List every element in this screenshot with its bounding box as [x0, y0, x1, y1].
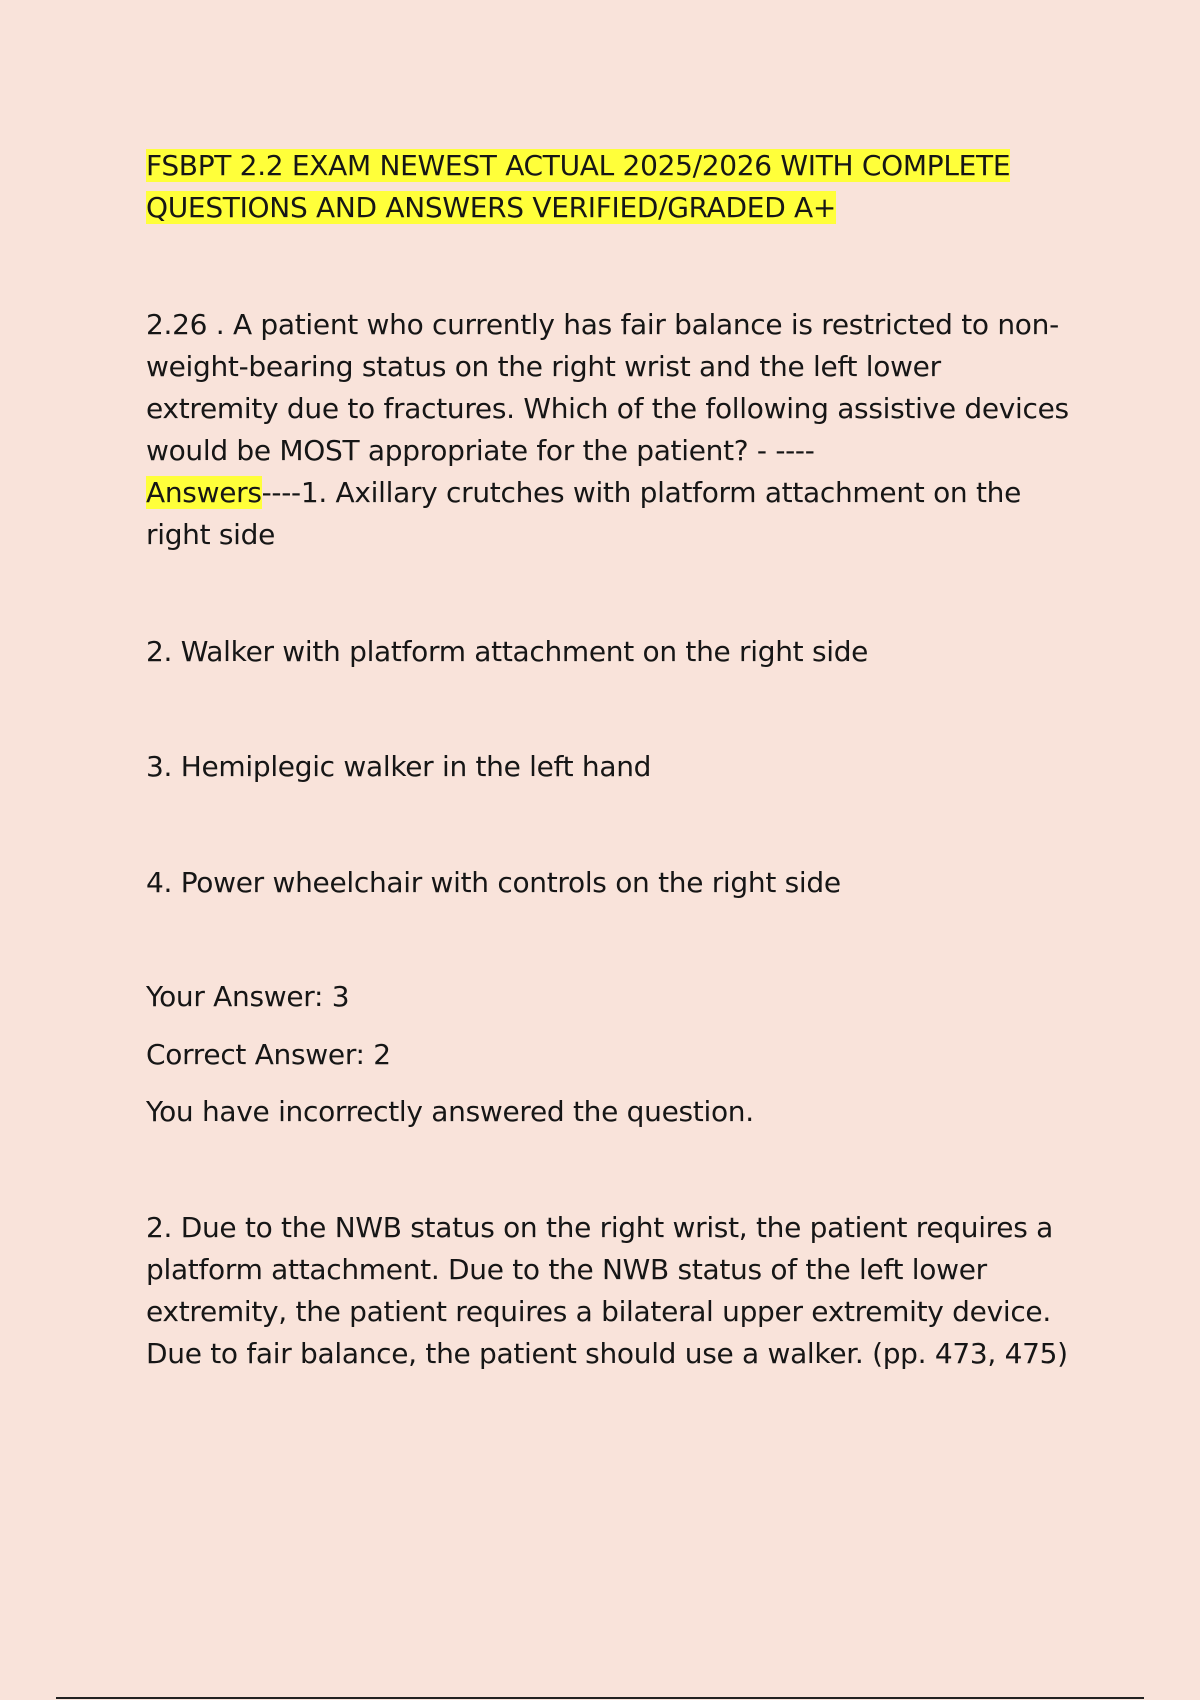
title-line-1: FSBPT 2.2 EXAM NEWEST ACTUAL 2025/2026 WITH COMPLETE: [146, 149, 1011, 182]
answer-verdict: You have incorrectly answered the question.: [146, 1095, 754, 1128]
option-1: ----1. Axillary crutches with platform attachment on the right side: [146, 476, 1021, 551]
title-line-2: QUESTIONS AND ANSWERS VERIFIED/GRADED A+: [146, 191, 837, 224]
correct-answer: Correct Answer: 2: [146, 1038, 391, 1071]
answer-explanation: 2. Due to the NWB status on the right wrist, the patient requires a platform attachment. Due to the NWB status of the left lower extremity, the patient requires a bilateral upper extremity device. Due to fair balance, the patient should use a walker. (pp. 473, 475): [146, 1211, 1068, 1370]
option-3: 3. Hemiplegic walker in the left hand: [146, 750, 652, 783]
option-4: 4. Power wheelchair with controls on the right side: [146, 866, 841, 899]
page-content: [146, 145, 1076, 1375]
footer-divider: [56, 1697, 1144, 1699]
your-answer: Your Answer: 3: [146, 980, 350, 1013]
option-2: 2. Walker with platform attachment on the right side: [146, 635, 869, 668]
answers-label: Answers: [146, 476, 262, 509]
question-text: [146, 304, 1076, 556]
question-stem: 2.26 . A patient who currently has fair balance is restricted to non-weight-bearing status on the right wrist and the left lower extremity due to fractures. Which of the following assistive devices would be MOST appropriate for the patient? - ----: [146, 308, 1069, 467]
document-title: [146, 145, 1076, 229]
